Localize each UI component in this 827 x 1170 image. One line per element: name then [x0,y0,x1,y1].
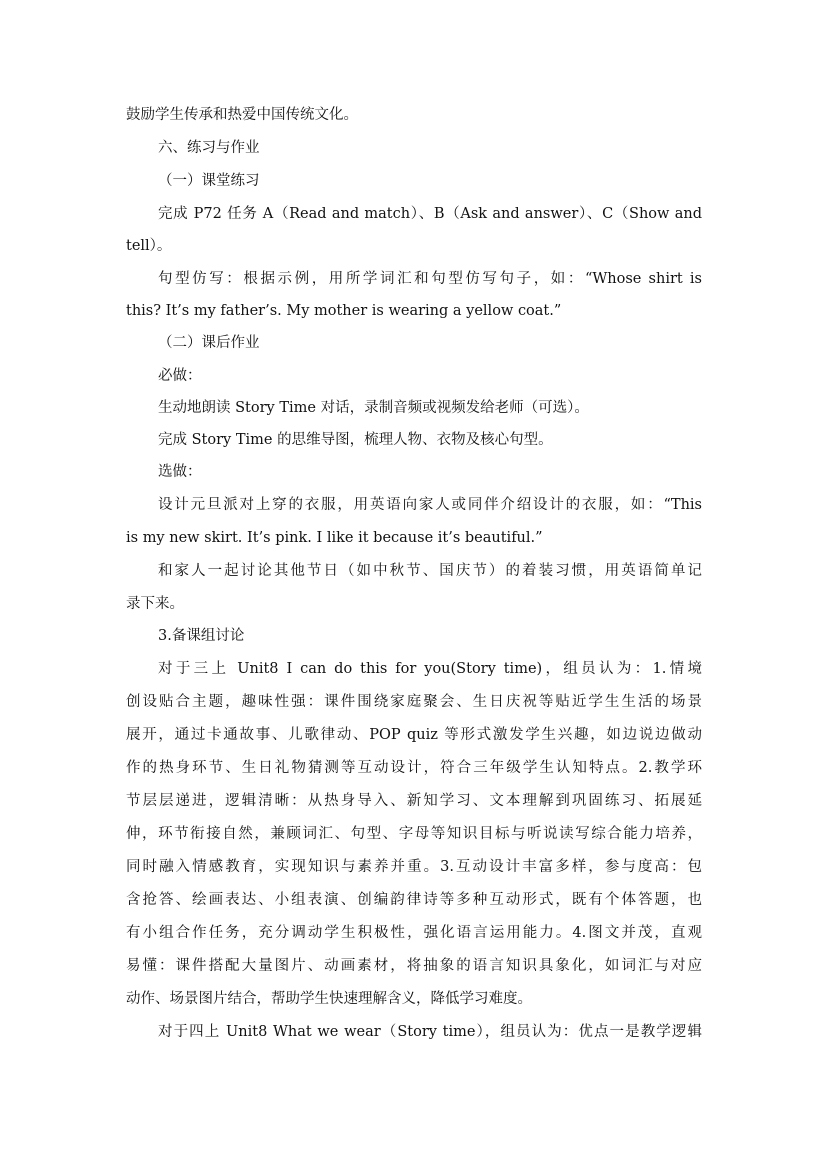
paragraph-line: 设计元旦派对上穿的衣服，用英语向家人或同伴介绍设计的衣服，如：“This [158,497,702,513]
paragraph-line: 完成 Story Time 的思维导图，梳理人物、衣物及核心句型。 [158,432,553,448]
paragraph-line: 作的热身环节、生日礼物猜测等互动设计，符合三年级学生认知特点。2.教学环 [126,760,702,776]
section-heading: 六、练习与作业 [158,140,260,156]
paragraph-line: 动作、场景图片结合，帮助学生快速理解含义，降低学习难度。 [126,991,532,1007]
paragraph-line: tell）。 [126,238,172,254]
paragraph-line: 对于四上 Unit8 What we wear（Story time），组员认为：优点一是教学逻辑 [158,1024,702,1040]
paragraph-line: 对于三上 Unit8 I can do this for you(Story time)，组员认为：1.情境 [158,661,702,677]
paragraph-line: is my new skirt. It’s pink. I like it because it’s beautiful.” [126,530,543,546]
paragraph-line: 伸，环节衔接自然，兼顾词汇、句型、字母等知识目标与听说读写综合能力培养， [126,826,702,842]
paragraph-line: 节层层递进，逻辑清晰：从热身导入、新知学习、文本理解到巩固练习、拓展延 [126,793,702,809]
paragraph-line: 必做： [158,368,202,384]
paragraph-line: 有小组合作任务，充分调动学生积极性，强化语言运用能力。4.图文并茂，直观 [126,925,702,941]
paragraph-line: 选做： [158,464,202,480]
paragraph-line: 生动地朗读 Story Time 对话，录制音频或视频发给老师（可选）。 [158,400,589,416]
paragraph-line: this? It’s my father’s. My mother is wearing a yellow coat.” [126,303,562,319]
paragraph-line: 和家人一起讨论其他节日（如中秋节、国庆节）的着装习惯，用英语简单记 [158,563,702,579]
paragraph-line: 同时融入情感教育，实现知识与素养并重。3.互动设计丰富多样，参与度高：包 [126,859,702,875]
paragraph-line: 鼓励学生传承和热爱中国传统文化。 [126,107,358,123]
subsection-heading: （二）课后作业 [158,335,260,351]
subsection-heading: （一）课堂练习 [158,173,260,189]
paragraph-line: 创设贴合主题，趣味性强：课件围绕家庭聚会、生日庆祝等贴近学生生活的场景 [126,694,702,710]
section-heading: 3.备课组讨论 [158,628,245,644]
paragraph-line: 易懂：课件搭配大量图片、动画素材，将抽象的语言知识具象化，如词汇与对应 [126,958,702,974]
paragraph-line: 句型仿写：根据示例，用所学词汇和句型仿写句子，如：“Whose shirt is [158,271,702,287]
paragraph-line: 完成 P72 任务 A（Read and match）、B（Ask and answer）、C（Show and [158,206,702,222]
paragraph-line: 展开，通过卡通故事、儿歌律动、POP quiz 等形式激发学生兴趣，如边说边做动 [126,727,702,743]
paragraph-line: 含抢答、绘画表达、小组表演、创编韵律诗等多种互动形式，既有个体答题，也 [126,892,702,908]
paragraph-line: 录下来。 [126,596,184,612]
